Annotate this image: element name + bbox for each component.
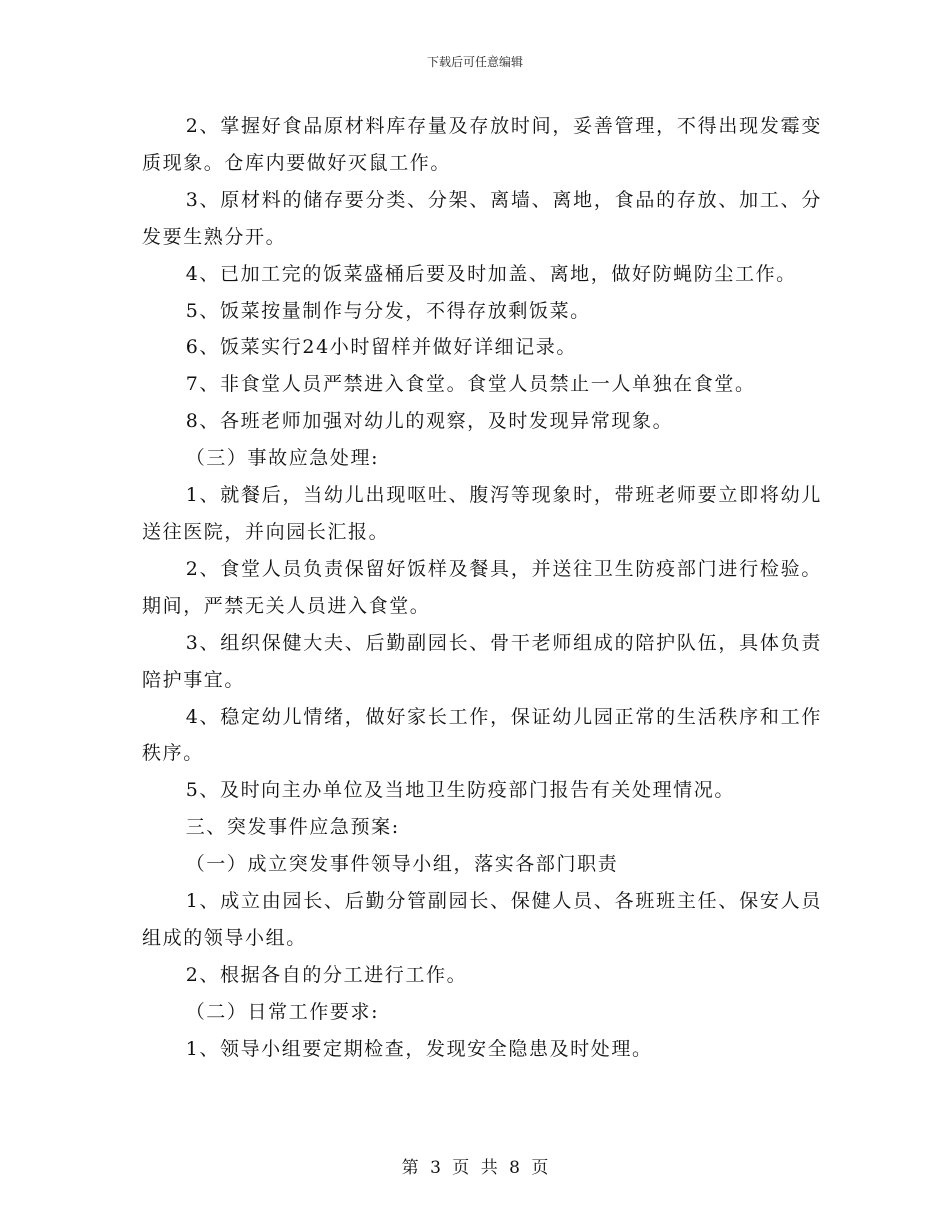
page-footer: 第 3 页 共 8 页: [401, 1158, 549, 1178]
paragraph: 3、原材料的储存要分类、分架、离墙、离地，食品的存放、加工、分发要生熟分开。: [142, 188, 822, 248]
paragraph: 1、成立由园长、后勤分管副园长、保健人员、各班班主任、保安人员组成的领导小组。: [142, 890, 822, 949]
paragraph: 6、饭菜实行24小时留样并做好详细记录。: [185, 336, 577, 359]
paragraph: 2、食堂人员负责保留好饭样及餐具，并送往卫生防疫部门进行检验。期间，严禁无关人员进入食堂。: [142, 557, 822, 617]
paragraph: 4、已加工完的饭菜盛桶后要及时加盖、离地，做好防蝇防尘工作。: [185, 262, 797, 285]
section-heading: 三、突发事件应急预案:: [185, 816, 400, 839]
paragraph: 3、组织保健大夫、后勤副园长、骨干老师组成的陪护队伍，具体负责陪护事宜。: [142, 631, 822, 691]
section-heading: （一）成立突发事件领导小组，落实各部门职责: [185, 853, 619, 876]
section-heading: （二）日常工作要求:: [185, 1000, 380, 1023]
paragraph: 5、饭菜按量制作与分发，不得存放剩饭菜。: [185, 299, 591, 322]
paragraph: 1、领导小组要定期检查，发现安全隐患及时处理。: [185, 1037, 653, 1060]
paragraph: 2、掌握好食品原材料库存量及存放时间，妥善管理，不得出现发霉变质现象。仓库内要做好灭鼠工作。: [142, 115, 822, 174]
paragraph: 2、根据各自的分工进行工作。: [185, 963, 468, 986]
paragraph: 7、非食堂人员严禁进入食堂。食堂人员禁止一人单独在食堂。: [185, 373, 756, 396]
paragraph: 4、稳定幼儿情绪，做好家长工作，保证幼儿园正常的生活秩序和工作秩序。: [142, 705, 822, 765]
page-header: 下载后可任意编辑: [426, 55, 523, 69]
section-heading: （三）事故应急处理:: [185, 447, 380, 470]
paragraph: 8、各班老师加强对幼儿的观察，及时发现异常现象。: [185, 410, 674, 433]
paragraph: 1、就餐后，当幼儿出现呕吐、腹泻等现象时，带班老师要立即将幼儿送往医院，并向园长汇报。: [142, 484, 822, 543]
document-body: [142, 108, 822, 1068]
paragraph: 5、及时向主办单位及当地卫生防疫部门报告有关处理情况。: [185, 779, 735, 802]
